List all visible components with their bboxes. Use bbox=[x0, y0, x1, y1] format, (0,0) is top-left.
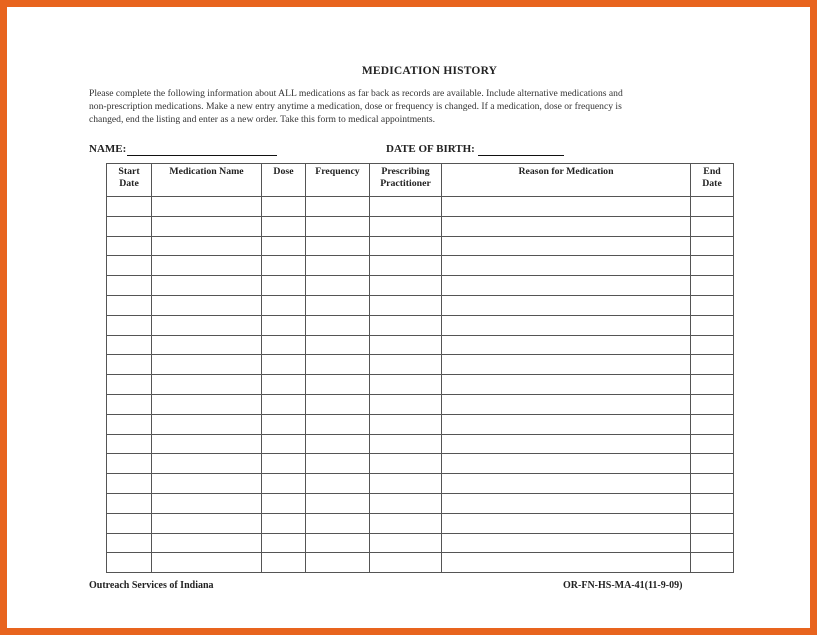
col-end-date: End Date bbox=[691, 164, 734, 197]
table-cell[interactable] bbox=[262, 513, 306, 533]
table-cell[interactable] bbox=[262, 414, 306, 434]
table-cell[interactable] bbox=[691, 513, 734, 533]
table-cell[interactable] bbox=[370, 493, 442, 513]
table-cell[interactable] bbox=[107, 513, 152, 533]
table-cell[interactable] bbox=[262, 197, 306, 217]
table-cell[interactable] bbox=[306, 216, 370, 236]
table-row bbox=[107, 553, 734, 573]
table-cell[interactable] bbox=[152, 394, 262, 414]
form-page bbox=[7, 7, 810, 628]
table-cell[interactable] bbox=[152, 533, 262, 553]
instruction-line-3: changed, end the listing and enter as a new order. Take this form to medical appointments. bbox=[89, 114, 436, 125]
table-cell[interactable] bbox=[107, 394, 152, 414]
table-row bbox=[107, 513, 734, 533]
table-cell[interactable] bbox=[107, 236, 152, 256]
footer-organization: Outreach Services of Indiana bbox=[89, 580, 214, 591]
instruction-line-1: Please complete the following information about ALL medications as far back as records are available. Include alternative medications and bbox=[89, 88, 623, 99]
table-cell[interactable] bbox=[306, 434, 370, 454]
col-dose: Dose bbox=[262, 164, 306, 197]
col-medication-name: Medication Name bbox=[152, 164, 262, 197]
table-cell[interactable] bbox=[691, 315, 734, 335]
table-cell[interactable] bbox=[152, 474, 262, 494]
table-cell[interactable] bbox=[442, 236, 691, 256]
table-cell[interactable] bbox=[691, 335, 734, 355]
col-reason: Reason for Medication bbox=[442, 164, 691, 197]
dob-field-line[interactable] bbox=[478, 155, 564, 156]
table-row bbox=[107, 355, 734, 375]
table-cell[interactable] bbox=[442, 335, 691, 355]
table-cell[interactable] bbox=[262, 276, 306, 296]
table-cell[interactable] bbox=[306, 295, 370, 315]
table-row bbox=[107, 295, 734, 315]
table-row bbox=[107, 533, 734, 553]
table-cell[interactable] bbox=[107, 295, 152, 315]
col-prescribing-practitioner: Prescribing Practitioner bbox=[370, 164, 442, 197]
table-cell[interactable] bbox=[152, 553, 262, 573]
table-cell[interactable] bbox=[691, 454, 734, 474]
table-cell[interactable] bbox=[691, 394, 734, 414]
table-cell[interactable] bbox=[262, 256, 306, 276]
table-cell[interactable] bbox=[691, 493, 734, 513]
table-row bbox=[107, 394, 734, 414]
table-cell[interactable] bbox=[306, 474, 370, 494]
col-start-date: Start Date bbox=[107, 164, 152, 197]
document-title: MEDICATION HISTORY bbox=[361, 65, 498, 77]
table-cell[interactable] bbox=[691, 216, 734, 236]
table-cell[interactable] bbox=[152, 454, 262, 474]
table-cell[interactable] bbox=[442, 394, 691, 414]
table-cell[interactable] bbox=[107, 533, 152, 553]
table-row bbox=[107, 414, 734, 434]
table-cell[interactable] bbox=[152, 335, 262, 355]
table-cell[interactable] bbox=[370, 394, 442, 414]
table-row bbox=[107, 434, 734, 454]
table-cell[interactable] bbox=[262, 454, 306, 474]
table-cell[interactable] bbox=[152, 315, 262, 335]
table-cell[interactable] bbox=[370, 355, 442, 375]
table-cell[interactable] bbox=[306, 236, 370, 256]
table-cell[interactable] bbox=[107, 315, 152, 335]
table-cell[interactable] bbox=[442, 474, 691, 494]
table-cell[interactable] bbox=[262, 493, 306, 513]
table-cell[interactable] bbox=[691, 236, 734, 256]
table-row bbox=[107, 375, 734, 395]
table-cell[interactable] bbox=[691, 256, 734, 276]
table-row bbox=[107, 454, 734, 474]
table-cell[interactable] bbox=[262, 295, 306, 315]
medication-table bbox=[106, 163, 734, 573]
table-cell[interactable] bbox=[107, 355, 152, 375]
table-cell[interactable] bbox=[107, 197, 152, 217]
table-cell[interactable] bbox=[370, 474, 442, 494]
table-cell[interactable] bbox=[306, 335, 370, 355]
table-row bbox=[107, 493, 734, 513]
table-cell[interactable] bbox=[370, 216, 442, 236]
instructions bbox=[89, 87, 729, 126]
name-field-line[interactable] bbox=[127, 155, 277, 156]
table-cell[interactable] bbox=[306, 553, 370, 573]
table-cell[interactable] bbox=[152, 513, 262, 533]
table-cell[interactable] bbox=[370, 553, 442, 573]
table-cell[interactable] bbox=[370, 256, 442, 276]
table-cell[interactable] bbox=[370, 315, 442, 335]
table-cell[interactable] bbox=[152, 236, 262, 256]
table-cell[interactable] bbox=[442, 315, 691, 335]
table-cell[interactable] bbox=[306, 533, 370, 553]
table-cell[interactable] bbox=[370, 375, 442, 395]
table-cell[interactable] bbox=[691, 414, 734, 434]
table-cell[interactable] bbox=[306, 355, 370, 375]
table-cell[interactable] bbox=[691, 533, 734, 553]
table-cell[interactable] bbox=[370, 533, 442, 553]
col-frequency: Frequency bbox=[306, 164, 370, 197]
table-cell[interactable] bbox=[152, 493, 262, 513]
table-cell[interactable] bbox=[107, 276, 152, 296]
table-row bbox=[107, 236, 734, 256]
table-cell[interactable] bbox=[262, 394, 306, 414]
table-cell[interactable] bbox=[152, 375, 262, 395]
table-cell[interactable] bbox=[442, 553, 691, 573]
table-cell[interactable] bbox=[442, 414, 691, 434]
table-cell[interactable] bbox=[152, 355, 262, 375]
table-row bbox=[107, 256, 734, 276]
table-cell[interactable] bbox=[306, 276, 370, 296]
table-cell[interactable] bbox=[691, 375, 734, 395]
table-cell[interactable] bbox=[152, 295, 262, 315]
table-cell[interactable] bbox=[152, 216, 262, 236]
table-cell[interactable] bbox=[262, 355, 306, 375]
footer-form-code: OR-FN-HS-MA-41(11-9-09) bbox=[563, 580, 683, 591]
table-cell[interactable] bbox=[107, 414, 152, 434]
table-row bbox=[107, 315, 734, 335]
table-cell[interactable] bbox=[306, 375, 370, 395]
table-cell[interactable] bbox=[370, 513, 442, 533]
table-cell[interactable] bbox=[691, 295, 734, 315]
table-cell[interactable] bbox=[442, 513, 691, 533]
table-cell[interactable] bbox=[107, 493, 152, 513]
table-cell[interactable] bbox=[691, 197, 734, 217]
table-cell[interactable] bbox=[306, 454, 370, 474]
table-cell[interactable] bbox=[370, 335, 442, 355]
instruction-line-2: non-prescription medications. Make a new entry anytime a medication, dose or frequency is changed. If a medication, dose or frequency is bbox=[89, 101, 622, 112]
table-cell[interactable] bbox=[370, 414, 442, 434]
table-cell[interactable] bbox=[306, 394, 370, 414]
table-cell[interactable] bbox=[691, 355, 734, 375]
table-cell[interactable] bbox=[442, 216, 691, 236]
table-cell[interactable] bbox=[691, 276, 734, 296]
table-cell[interactable] bbox=[107, 256, 152, 276]
table-cell[interactable] bbox=[370, 454, 442, 474]
table-cell[interactable] bbox=[306, 315, 370, 335]
table-cell[interactable] bbox=[442, 493, 691, 513]
table-cell[interactable] bbox=[442, 197, 691, 217]
table-cell[interactable] bbox=[262, 474, 306, 494]
table-cell[interactable] bbox=[107, 335, 152, 355]
table-row bbox=[107, 197, 734, 217]
table-cell[interactable] bbox=[442, 434, 691, 454]
table-header-row bbox=[107, 164, 734, 197]
table-cell[interactable] bbox=[306, 197, 370, 217]
name-label: NAME: bbox=[89, 143, 127, 155]
table-cell[interactable] bbox=[107, 216, 152, 236]
table-cell[interactable] bbox=[370, 236, 442, 256]
table-cell[interactable] bbox=[370, 276, 442, 296]
table-row bbox=[107, 335, 734, 355]
table-cell[interactable] bbox=[442, 295, 691, 315]
table-cell[interactable] bbox=[306, 513, 370, 533]
table-cell[interactable] bbox=[107, 434, 152, 454]
table-cell[interactable] bbox=[262, 315, 306, 335]
table-row bbox=[107, 276, 734, 296]
table-cell[interactable] bbox=[262, 533, 306, 553]
table-cell[interactable] bbox=[370, 197, 442, 217]
table-cell[interactable] bbox=[306, 414, 370, 434]
table-cell[interactable] bbox=[370, 434, 442, 454]
table-cell[interactable] bbox=[152, 414, 262, 434]
table-cell[interactable] bbox=[442, 454, 691, 474]
dob-label: DATE OF BIRTH: bbox=[386, 143, 475, 155]
table-cell[interactable] bbox=[370, 295, 442, 315]
table-cell[interactable] bbox=[262, 375, 306, 395]
table-row bbox=[107, 474, 734, 494]
table-cell[interactable] bbox=[152, 256, 262, 276]
table-cell[interactable] bbox=[442, 256, 691, 276]
table-cell[interactable] bbox=[262, 434, 306, 454]
table-cell[interactable] bbox=[262, 553, 306, 573]
table-cell[interactable] bbox=[262, 236, 306, 256]
table-cell[interactable] bbox=[107, 375, 152, 395]
table-cell[interactable] bbox=[442, 276, 691, 296]
table-cell[interactable] bbox=[442, 375, 691, 395]
table-cell[interactable] bbox=[107, 553, 152, 573]
table-cell[interactable] bbox=[442, 533, 691, 553]
table-cell[interactable] bbox=[306, 256, 370, 276]
table-cell[interactable] bbox=[691, 553, 734, 573]
table-cell[interactable] bbox=[442, 355, 691, 375]
table-cell[interactable] bbox=[107, 474, 152, 494]
table-cell[interactable] bbox=[107, 454, 152, 474]
table-cell[interactable] bbox=[691, 434, 734, 454]
table-cell[interactable] bbox=[262, 216, 306, 236]
table-cell[interactable] bbox=[152, 197, 262, 217]
table-cell[interactable] bbox=[691, 474, 734, 494]
table-cell[interactable] bbox=[152, 434, 262, 454]
table-cell[interactable] bbox=[306, 493, 370, 513]
table-row bbox=[107, 216, 734, 236]
table-cell[interactable] bbox=[262, 335, 306, 355]
table-cell[interactable] bbox=[152, 276, 262, 296]
